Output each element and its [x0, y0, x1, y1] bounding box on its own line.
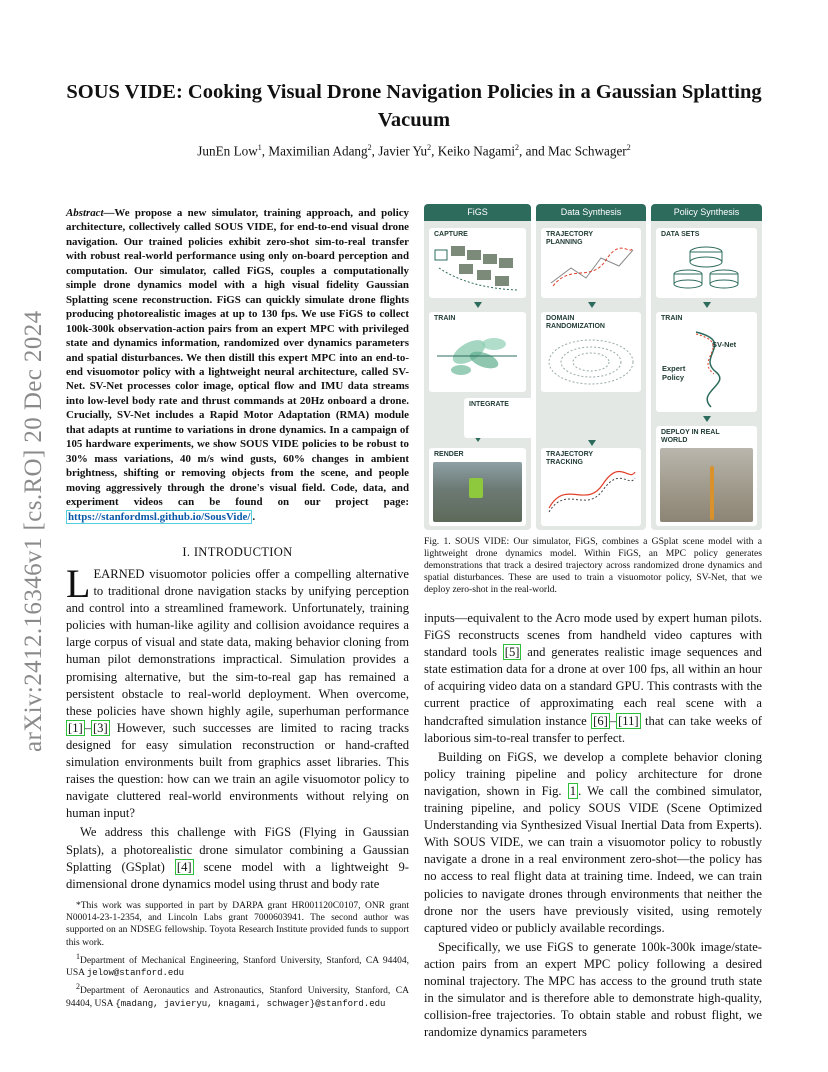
paragraph-text: scene model with a lightweight 9-dimensional drone dynamics model using thrust and body rate — [66, 859, 409, 891]
paragraph-text: and generates realistic image sequences and state estimation data for a drone at over 100 fps, all within an hour of acquiring video data on a standard GPU. This contrasts with the current practice of approximating each real scene with a handcrafted simulation instance — [424, 645, 762, 728]
arrow-down-icon — [703, 416, 711, 422]
deploy-box — [656, 426, 757, 526]
paragraph-text: inputs—equivalent to the Acro mode used by expert human pilots. FiGS reconstructs scenes from handheld video captures with standard tools — [424, 611, 762, 660]
citation-link[interactable]: [6] — [593, 713, 608, 728]
policy-train-box — [656, 312, 757, 412]
arrow-down-icon — [588, 302, 596, 308]
gate-pole-image — [710, 466, 714, 520]
panel-header: FiGS — [424, 204, 531, 221]
abstract — [66, 206, 409, 524]
right-paragraph-1 — [424, 610, 762, 747]
intro-paragraph-1 — [66, 561, 409, 822]
affiliation-2 — [66, 981, 409, 1010]
box-label: INTEGRATE — [469, 401, 509, 408]
paragraph-text: EARNED visuomotor policies offer a compelling alternative to traditional drone navigation stacks by unifying perception and control into a streamlined framework. Unfortunately, training policies with human-like agility and collision avoidance requires a large corpus of visual and state data, making behavior cloning from human pilot demonstrations impractical. Simulation provides a promising alternative, but the sim-to-real gap has remained a persistent obstacle to real-world deployment. When overcome, these policies have shown highly agile, superhuman performance — [66, 567, 409, 718]
paragraph-text: Building on FiGS, we develop a complete behavior cloning policy training pipeline and policy architecture for drone navigation, shown in Fig. — [424, 749, 762, 798]
affiliation-mark: 1 — [257, 143, 262, 152]
train-box — [429, 312, 526, 392]
affiliation-mark: 2 — [427, 143, 432, 152]
intro-left-column — [66, 561, 409, 893]
abstract-text: —We propose a new simulator, training approach, and policy architecture, collectively called SOUS VIDE, for end-to-end visual drone navigation. Our trained policies exhibit zero-shot sim-to-real transfer with robust real-world performance using only on-board perception and computation. Our simulator, called FiGS, couples a computationally simple drone dynamics model with a high visual fidelity Gaussian Splatting scene reconstruction. FiGS can quickly simulate drone flights producing photorealistic images at up to 130 fps. We use FiGS to collect 100k-300k observation-action pairs from an expert MPC with privileged state and dynamics information, randomized over dynamics parameters and spatial disturbances. We then distill this expert MPC into an end-to-end visuomotor policy with a lightweight neural architecture, called SV-Net. SV-Net processes color image, optical flow and IMU data streams into low-level body rate and thrust commands at 20Hz onboard a drone. Crucially, SV-Net includes a Rapid Motor Adaptation (RMA) module that adapts at runtime to variations in drone dynamics. In a campaign of 105 hardware experiments, we show SOUS VIDE policies to be robust to 30% mass variations, 40 m/s wind gusts, 60% changes in ambient brightness, shifting or removing objects from the scene, and people moving aggressively through the drone's visual field. Code, data, and experiment videos can be found on our project page: — [66, 207, 409, 509]
box-label: DEPLOY IN REAL WORLD — [661, 429, 720, 444]
citation-link[interactable]: [5] — [504, 645, 520, 660]
arrow-down-icon — [588, 440, 596, 446]
affiliation-mark: 2 — [76, 982, 80, 992]
citation-link[interactable]: [11] — [618, 713, 639, 728]
box-label: TRAIN — [434, 315, 456, 322]
box-label: TRAJECTORY PLANNING — [546, 231, 593, 246]
domain-randomization-box — [541, 312, 641, 392]
citation-link[interactable]: [1] — [68, 720, 83, 735]
panel-header: Policy Synthesis — [651, 204, 762, 221]
paragraph-text: We address this challenge with FiGS (Flying in Gaussian Splats), a photorealistic drone simulator combining a Gaussian Splatting (GSplat) — [66, 825, 409, 874]
project-page-link[interactable]: https://stanfordmsl.github.io/SousVide/ — [68, 510, 251, 523]
box-label: DATA SETS — [661, 231, 700, 238]
abstract-lead: Abstract — [66, 207, 104, 219]
box-label: TRAIN — [661, 315, 683, 322]
range-dash: – — [609, 713, 617, 728]
paragraph-text: that can take weeks of laborious sim-to-real transfer to perfect. — [424, 713, 762, 745]
author-list: JunEn Low$^1$, Maximilian Adang$^2$, Javier Yu$^2$, Keiko Nagami$^2$, and Mac Schwager$^2$ — [197, 143, 631, 159]
email: jelow@stanford.edu — [86, 968, 185, 979]
rendered-gate-image — [469, 478, 483, 498]
panel-header: Data Synthesis — [536, 204, 646, 221]
box-label: RENDER — [434, 451, 464, 458]
data-synthesis-panel — [536, 204, 646, 530]
arxiv-stamp: arXiv:2412.16346v1 [cs.RO] 20 Dec 2024 — [20, 310, 47, 752]
capture-box — [429, 228, 526, 298]
figure-1 — [424, 204, 762, 530]
author-name: JunEn Low — [197, 143, 258, 159]
box-label: CAPTURE — [434, 231, 468, 238]
range-dash: – — [84, 720, 91, 735]
svnet-label: SV-Net — [712, 340, 737, 349]
citation-link[interactable]: [4] — [176, 859, 192, 874]
drop-cap: L — [66, 561, 91, 606]
paragraph-text: . We call the combined simulator, training pipeline, and policy SOUS VIDE (Scene Optimized Understanding via Synthesized Visual Inertial Data from Experts). With SOUS VIDE, we can train a visuomotor policy to robustly navigate a drone in a real environment zero-shot—the policy has no access to real flight data at training time. Indeed, we can train policies to navigate drones through environments that neither the drone nor the users have previously visited, using remotely captured video or publicly available recordings. — [424, 783, 762, 935]
box-label: TRAJECTORY TRACKING — [546, 451, 593, 466]
affiliation-text: Department of Mechanical Engineering, Stanford University, Stanford, CA 94404, USA — [66, 955, 409, 979]
arrow-down-icon — [474, 302, 482, 308]
trajectory-tracking-box — [541, 448, 641, 526]
figure-caption: Fig. 1. SOUS VIDE: Our simulator, FiGS, combines a GSplat scene model with a lightweight drone dynamics model. Within FiGS, an MPC policy generates demonstrations that track a desired trajectory across randomized drone dynamics and spatial disturbances. These are used to train a visuomotor policy, SV-Net, that we deploy zero-shot in the real-world. — [424, 536, 762, 596]
author-name: Maximilian Adang — [268, 143, 368, 159]
abstract-tail: . — [252, 510, 256, 523]
affiliation-mark: 2 — [367, 143, 372, 152]
policy-synthesis-panel — [651, 204, 762, 530]
policy-distillation-graphic — [656, 312, 757, 412]
intro-paragraph-2 — [66, 824, 409, 892]
affiliation-text: Department of Aeronautics and Astronautics, Stanford University, Stanford, CA 94404, USA — [66, 986, 409, 1009]
paper-title: SOUS VIDE: Cooking Visual Drone Navigation Policies in a Gaussian Splatting Vacuum — [66, 81, 762, 131]
render-box — [429, 448, 526, 526]
figs-panel — [424, 204, 531, 530]
affiliation-mark: 1 — [76, 951, 80, 961]
right-paragraph-2 — [424, 749, 762, 937]
arrow-down-icon — [703, 302, 711, 308]
affiliation-mark: 2 — [515, 143, 520, 152]
section-heading: I. INTRODUCTION — [182, 545, 293, 559]
funding-note: *This work was supported in part by DARPA grant HR001120C0107, ONR grant N00014-23-1-2354, and Lincoln Labs grant 7000603941. The second author was supported on an NDSEG fellowship. Toyota Research Institute provided funds to support this work. — [66, 901, 409, 948]
real-world-photo — [660, 448, 753, 522]
trajectory-planning-box — [541, 228, 641, 298]
intro-right-column — [424, 610, 762, 1041]
datasets-box — [656, 228, 757, 298]
affiliation-mark: 2 — [626, 143, 631, 152]
figure-reference-link[interactable]: 1 — [569, 783, 577, 798]
box-label: DOMAIN RANDOMIZATION — [546, 315, 605, 330]
author-name: Javier Yu — [378, 143, 428, 159]
author-name: Mac Schwager — [547, 143, 627, 159]
author-name: Keiko Nagami — [437, 143, 516, 159]
footnotes — [66, 900, 409, 1012]
email: {madang, javieryu, knagami, schwager}@stanford.edu — [115, 998, 386, 1009]
paragraph-text: However, such successes are limited to racing tracks designed for easy simulation reconstruction or hand-crafted simulation environments built from graphics asset libraries. This raises the question: how can we train an agile visuomotor policy to navigate cluttered real-world environments without relying on human input? — [66, 720, 409, 821]
affiliation-1 — [66, 951, 409, 980]
right-paragraph-3: Specifically, we use FiGS to generate 100k-300k image/state-action pairs from an expert MPC policy following a desired nominal trajectory. The MPC has access to the ground truth state in the simulator and is therefore able to demonstrate high-quality, collision-free trajectories. To obtain stable and robust flight, we randomize dynamics parameters — [424, 939, 762, 1040]
citation-link[interactable]: [3] — [92, 720, 108, 735]
gaussian-splats-graphic — [429, 312, 526, 392]
expert-policy-label: Expert Policy — [662, 364, 686, 382]
